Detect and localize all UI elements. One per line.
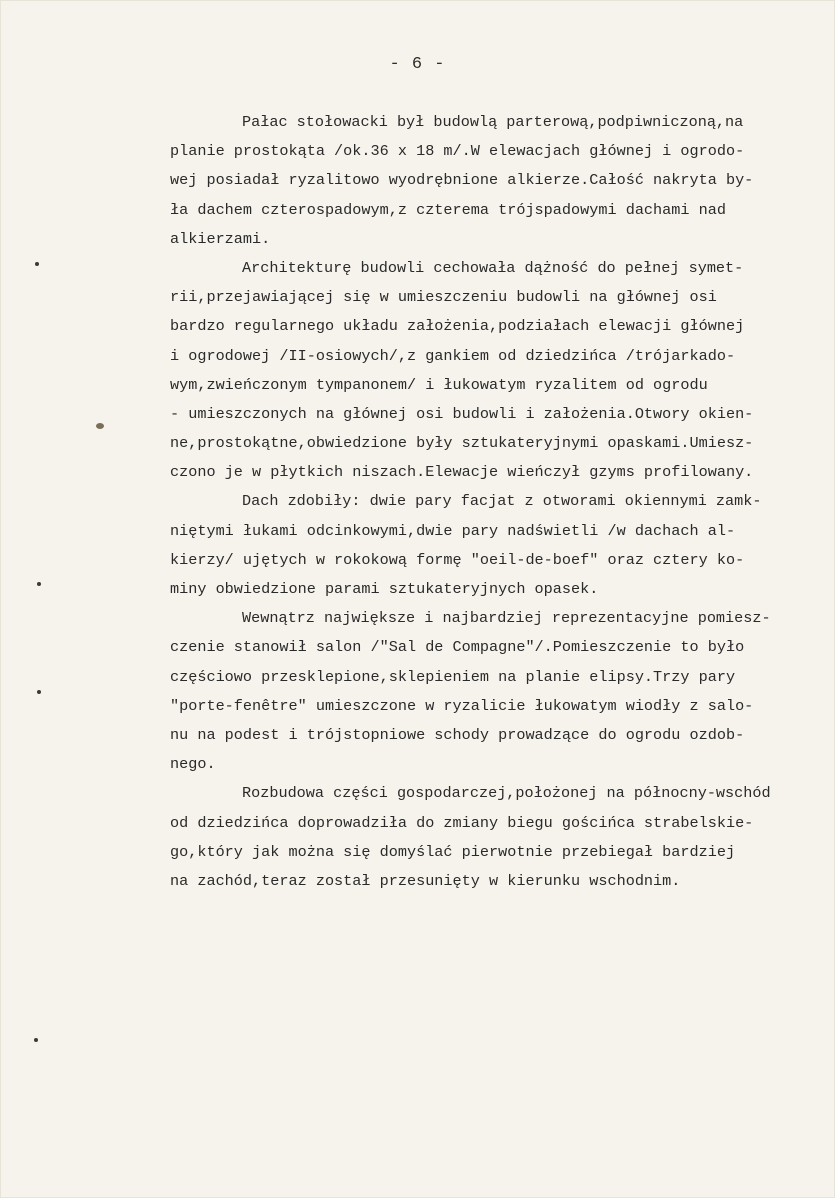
text-line: rii,przejawiającej się w umieszczeniu budowli na głównej osi <box>170 288 717 307</box>
text-line: planie prostokąta /ok.36 x 18 m/.W elewacjach głównej i ogrodo- <box>170 142 745 161</box>
ink-speck <box>37 582 41 586</box>
text-line: "porte-fenêtre" umieszczone w ryzalicie łukowatym wiodły z salo- <box>170 696 754 715</box>
text-line: niętymi łukami odcinkowymi,dwie pary nadświetli /w dachach al- <box>170 521 736 540</box>
text-line: Architekturę budowli cechowała dążność do pełnej symet- <box>242 258 744 277</box>
text-line: wym,zwieńczonym tympanonem/ i łukowatym ryzalitem od ogrodu <box>170 375 708 394</box>
page-number: - 6 - <box>389 55 446 74</box>
text-line: Dach zdobiły: dwie pary facjat z otworami okiennymi zamk- <box>242 492 762 511</box>
text-line: Pałac stołowacki był budowlą parterową,podpiwniczoną,na <box>242 113 744 131</box>
text-line: na zachód,teraz został przesunięty w kierunku wschodnim. <box>170 871 681 890</box>
text-line: od dziedzińca doprowadziła do zmiany biegu gościńca strabelskie- <box>170 813 754 832</box>
text-line: ła dachem czterospadowym,z czterema trójspadowymi dachami nad <box>170 200 726 219</box>
paragraph-palace-description <box>170 108 820 254</box>
text-line: miny obwiedzione parami sztukateryjnych opasek. <box>170 580 599 598</box>
text-line: ne,prostokątne,obwiedzione były sztukateryjnymi opaskami.Umiesz- <box>170 434 754 453</box>
text-line: Wewnątrz największe i najbardziej reprezentacyjne pomiesz- <box>242 609 771 628</box>
text-line: nego. <box>170 755 216 774</box>
text-line: bardzo regularnego układu założenia,podziałach elewacji głównej <box>170 317 745 336</box>
paragraph-roof <box>170 487 820 604</box>
text-line: alkierzami. <box>170 229 271 248</box>
text-line: wej posiadał ryzalitowo wyodrębnione alkierze.Całość nakryta by- <box>170 171 754 190</box>
text-line: czono je w płytkich niszach.Elewacje wieńczył gzyms profilowany. <box>170 463 754 482</box>
body-text <box>170 108 820 896</box>
paragraph-architecture <box>170 254 820 488</box>
ink-speck <box>96 423 104 429</box>
text-line: nu na podest i trójstopniowe schody prowadzące do ogrodu ozdob- <box>170 725 745 744</box>
ink-speck <box>35 262 39 266</box>
ink-speck <box>34 1038 38 1042</box>
text-line: - umieszczonych na głównej osi budowli i założenia.Otwory okien- <box>170 404 754 423</box>
text-line: kierzy/ ujętych w rokokową formę "oeil-de-boef" oraz cztery ko- <box>170 550 745 569</box>
text-line: i ogrodowej /II-osiowych/,z gankiem od dziedzińca /trójarkado- <box>170 346 736 365</box>
paragraph-expansion <box>170 779 820 896</box>
text-line: częściowo przesklepione,sklepieniem na planie elipsy.Trzy pary <box>170 667 736 686</box>
text-line: Rozbudowa części gospodarczej,położonej na północny-wschód <box>242 784 771 803</box>
paragraph-interior <box>170 604 820 779</box>
ink-speck <box>37 690 41 694</box>
text-line: czenie stanowił salon /"Sal de Compagne"/.Pomieszczenie to było <box>170 638 745 657</box>
text-line: go,który jak można się domyślać pierwotnie przebiegał bardziej <box>170 842 736 861</box>
